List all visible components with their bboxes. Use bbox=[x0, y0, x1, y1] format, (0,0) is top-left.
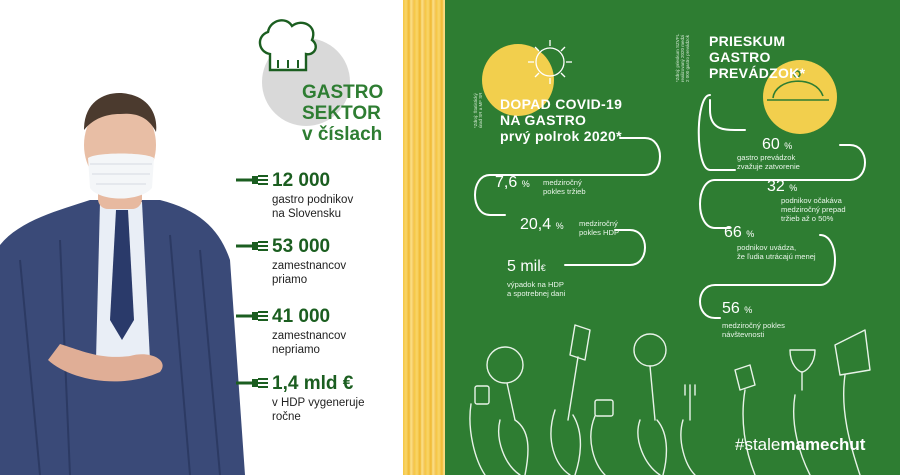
heading-line: NA GASTRO bbox=[500, 112, 587, 128]
hashtag-prefix: #stale bbox=[735, 435, 781, 454]
stat-description bbox=[272, 259, 346, 287]
stat-description bbox=[272, 329, 346, 357]
desc-line: gastro prevádzok bbox=[737, 153, 796, 162]
fork-icon bbox=[236, 377, 268, 389]
desc-line: návštevnosti bbox=[722, 330, 765, 339]
value-unit: % bbox=[521, 179, 530, 189]
heading-line: DOPAD COVID-19 bbox=[500, 96, 623, 112]
sector-title-line-1: GASTRO bbox=[302, 82, 384, 103]
stat-line: na Slovensku bbox=[272, 208, 342, 220]
heading-line: GASTRO bbox=[709, 49, 771, 65]
heading-line: PRIESKUM bbox=[709, 33, 786, 49]
desc-line: že ľudia utrácajú menej bbox=[737, 252, 816, 261]
fork-icon bbox=[236, 240, 268, 252]
infographic-panel bbox=[445, 0, 900, 475]
value-number: 7,6 bbox=[495, 174, 518, 191]
stat-value: 1,4 mld € bbox=[272, 373, 354, 394]
left-panel bbox=[0, 0, 403, 475]
value-unit: % bbox=[784, 141, 793, 151]
pasta-stripe bbox=[403, 0, 445, 475]
value-number: 56 bbox=[722, 300, 740, 317]
desc-line: výpadok na HDP bbox=[507, 280, 564, 289]
desc-line: medziročný prepad bbox=[781, 205, 846, 214]
hands-illustration bbox=[445, 0, 900, 475]
stat-line: zamestnancov bbox=[272, 260, 347, 272]
desc-line: medziročný bbox=[579, 219, 618, 228]
hashtag-bold: mamechut bbox=[780, 435, 866, 454]
stat-line: v HDP vygeneruje bbox=[272, 397, 365, 409]
desc-line: medziročný pokles bbox=[722, 321, 785, 330]
value-unit: % bbox=[744, 305, 753, 315]
stat-line: gastro podnikov bbox=[272, 194, 354, 206]
value-number: 60 bbox=[762, 136, 780, 153]
value-number: 32 bbox=[767, 178, 785, 195]
sector-title bbox=[302, 82, 383, 145]
stat-line: ročne bbox=[272, 411, 301, 423]
person-photo bbox=[0, 60, 245, 475]
stat-line: priamo bbox=[272, 274, 308, 286]
value-number: 5 mil bbox=[507, 258, 541, 275]
fork-icon bbox=[236, 174, 268, 186]
desc-line: pokles tržieb bbox=[543, 187, 586, 196]
stat-line: nepriamo bbox=[272, 344, 320, 356]
source-line: realizovaný 2020 medzi bbox=[680, 34, 685, 82]
value-unit: % bbox=[746, 229, 755, 239]
hashtag bbox=[735, 435, 865, 455]
sector-title-line-3: v číslach bbox=[302, 124, 383, 145]
value-unit: % bbox=[555, 221, 564, 231]
desc-line: podnikov očakáva bbox=[781, 196, 842, 205]
stat-description bbox=[272, 396, 364, 424]
value-number: 66 bbox=[724, 224, 742, 241]
stat-line: zamestnancov bbox=[272, 330, 347, 342]
desc-line: podnikov uvádza, bbox=[737, 243, 797, 252]
stat-value: 12 000 bbox=[272, 170, 331, 191]
source-line: *Zdroj: prieskum SZVPL bbox=[675, 33, 680, 82]
value-unit: % bbox=[789, 183, 798, 193]
source-line: 2 000 gastro prevádzok bbox=[685, 34, 690, 82]
desc-line: tržieb až o 50% bbox=[781, 214, 834, 223]
value-unit: € bbox=[540, 263, 546, 273]
chef-hat-icon bbox=[248, 12, 328, 82]
source-line: úrad SR a MF SR bbox=[478, 92, 483, 128]
stat-value: 41 000 bbox=[272, 306, 331, 327]
fork-icon bbox=[236, 310, 268, 322]
value-number: 20,4 bbox=[520, 216, 552, 233]
sector-title-line-2: SEKTOR bbox=[302, 103, 381, 124]
source-line: *Zdroj: Štatistický bbox=[473, 93, 478, 128]
stat-description bbox=[272, 193, 353, 221]
heading-line: prvý polrok 2020* bbox=[500, 128, 622, 144]
desc-line: pokles HDP bbox=[579, 228, 620, 237]
desc-line: zvažuje zatvorenie bbox=[737, 162, 800, 171]
desc-line: a spotrebnej dani bbox=[507, 289, 566, 298]
stat-value: 53 000 bbox=[272, 236, 331, 257]
heading-line: PREVÁDZOK* bbox=[709, 65, 806, 81]
desc-line: medziročný bbox=[543, 178, 582, 187]
